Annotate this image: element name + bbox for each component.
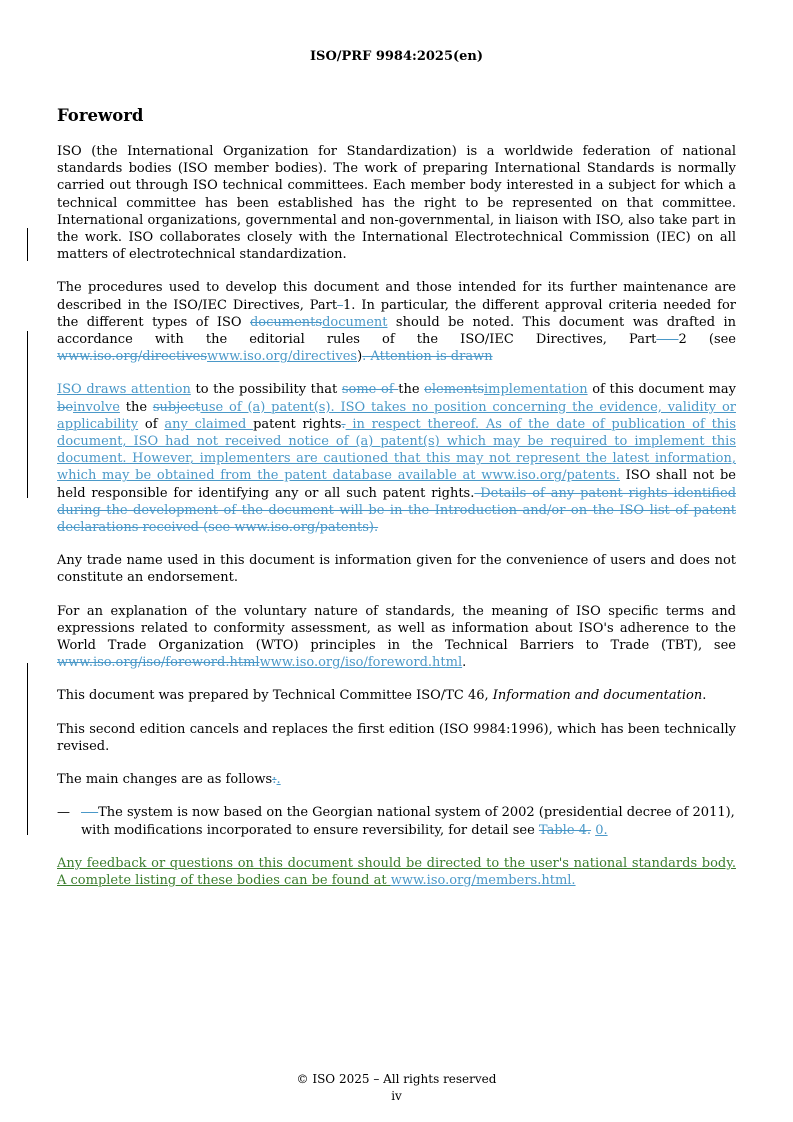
deleted-text: some of	[341, 382, 399, 398]
copyright: © ISO 2025 – All rights reserved	[296, 1072, 497, 1086]
paragraph-trade-name: Any trade name used in this document is information given for the convenience of users and does not constitute an endorsement.	[57, 553, 736, 586]
paragraph-feedback	[57, 855, 736, 889]
patents-link-deleted[interactable]: www.iso.org/patents	[234, 520, 369, 536]
deleted-text: Details of any patent rights identified during the development of the document will be in the Introduction and/or on the ISO list of patent declarations received (see	[57, 485, 737, 536]
inserted-text: use of (a) patent(s). ISO takes no position concerning the evidence, validity or applicability	[57, 399, 737, 432]
paragraph-patents	[57, 381, 736, 536]
committee-text: This document was prepared by Technical Committee ISO/TC 46,	[57, 688, 493, 704]
table-reference-link[interactable]: 0.	[595, 822, 608, 838]
committee-title: Information and documentation	[492, 688, 703, 704]
procedures-text-b: 1. In particular, the different approval criteria needed for the different types of ISO	[57, 297, 736, 330]
foreword-link-deleted[interactable]: www.iso.org/iso/foreword.html	[57, 655, 260, 671]
page-footer	[0, 1071, 793, 1105]
inserted-text: implementation	[484, 382, 588, 398]
paragraph-procedures	[57, 279, 736, 365]
voluntary-text: For an explanation of the voluntary nature of standards, the meaning of ISO specific terms and expressions related to conformity assessment, as well as information about ISO's adherence to the World Trade Organization (WTO) principles in the Technical Barriers to Trade (TBT), see	[57, 603, 736, 654]
procedures-text-c: should be noted. This document was drafted in accordance with the editorial rules of the ISO/IEC Directives, Part	[57, 314, 736, 348]
inserted-text: .	[276, 772, 281, 788]
voluntary-text: .	[462, 655, 467, 671]
foreword-body	[57, 143, 736, 905]
change-bar	[27, 331, 28, 498]
paragraph-committee	[57, 687, 736, 704]
list-item	[57, 804, 736, 838]
deleted-text: :	[272, 772, 277, 788]
paragraph-iso-intro: ISO (the International Organization for Standardization) is a worldwide federation of national standards bodies (ISO member bodies). The work of preparing International Standards is normally carried out through ISO technical committees. Each member body interested in a subject for which a technical committee has been established has the right to be represented on that committee. International organizations, governmental and non-governmental, in liaison with ISO, also take part in the work. ISO collaborates closely with the International Electrotechnical Commission (IEC) on all matters of electrotechnical standardization.	[57, 144, 736, 263]
change-bar	[27, 228, 28, 261]
deleted-text: subject	[152, 399, 201, 415]
directives-link-deleted[interactable]: www.iso.org/directives	[57, 349, 208, 365]
deleted-text: .	[341, 416, 346, 432]
procedures-text-d: 2 (see	[678, 332, 737, 348]
deleted-text: . Attention is drawn	[362, 349, 493, 365]
paragraph-edition: This second edition cancels and replaces the first edition (ISO 9984:1996), which has been technically revised.	[57, 721, 736, 754]
patents-text: the	[398, 382, 425, 398]
deleted-space	[656, 332, 678, 347]
change-text: The system is now based on the Georgian national system of 2002 (presidential decree of 2011), with modifications incorporated to ensure reversibility, for detail see	[81, 805, 735, 838]
page-number: iv	[391, 1089, 402, 1103]
deleted-text: documents	[249, 314, 323, 330]
list-dash: —	[57, 805, 70, 821]
committee-text: .	[702, 688, 707, 704]
foreword-link[interactable]: www.iso.org/iso/foreword.html	[259, 655, 463, 671]
feedback-text: Any feedback or questions on this document should be directed to the user's national standards body. A complete listing of these bodies can be found at	[57, 855, 736, 888]
inserted-text: any claimed	[164, 416, 254, 432]
deleted-text: ).	[368, 520, 379, 536]
patents-text: of	[138, 416, 165, 432]
change-bar	[27, 663, 28, 835]
deleted-text: —	[81, 805, 99, 821]
patents-text: of this document may	[587, 382, 736, 398]
patents-text: ISO shall not be held responsible for identifying any or all such patent rights.	[57, 468, 736, 501]
inserted-text: in respect thereof. As of the date of publication of this document, ISO had not received notice of (a) patent(s) which may be required to implement this document. However, implementers are cautioned that this may not represent the latest information, which may be obtained from the patent database available at www.iso.org/patents.	[57, 416, 737, 484]
paragraph-main-changes	[57, 771, 736, 788]
list-item-text	[81, 804, 736, 838]
deleted-text: be	[57, 399, 74, 415]
patents-text: patent rights	[253, 416, 342, 432]
main-changes-text: The main changes are as follows	[57, 772, 273, 788]
inserted-text: involve	[73, 399, 120, 415]
inserted-text: ISO draws attention	[57, 382, 191, 398]
patents-text: to the possibility that	[190, 382, 342, 398]
directives-link[interactable]: www.iso.org/directives	[207, 349, 358, 365]
deleted-text: Table 4.	[538, 822, 592, 838]
paragraph-voluntary-nature	[57, 603, 736, 672]
inserted-text: document	[322, 314, 388, 330]
patents-text: the	[119, 399, 153, 415]
document-header: ISO/PRF 9984:2025(en)	[309, 49, 484, 64]
deleted-text: elements	[424, 382, 484, 398]
procedures-text-e: )	[357, 349, 363, 365]
section-title: Foreword	[57, 106, 144, 125]
members-link[interactable]: www.iso.org/members.html.	[390, 872, 576, 888]
procedures-text-a: The procedures used to develop this document and those intended for its further maintenance are described in the ISO/IEC Directives, Part	[57, 280, 736, 313]
